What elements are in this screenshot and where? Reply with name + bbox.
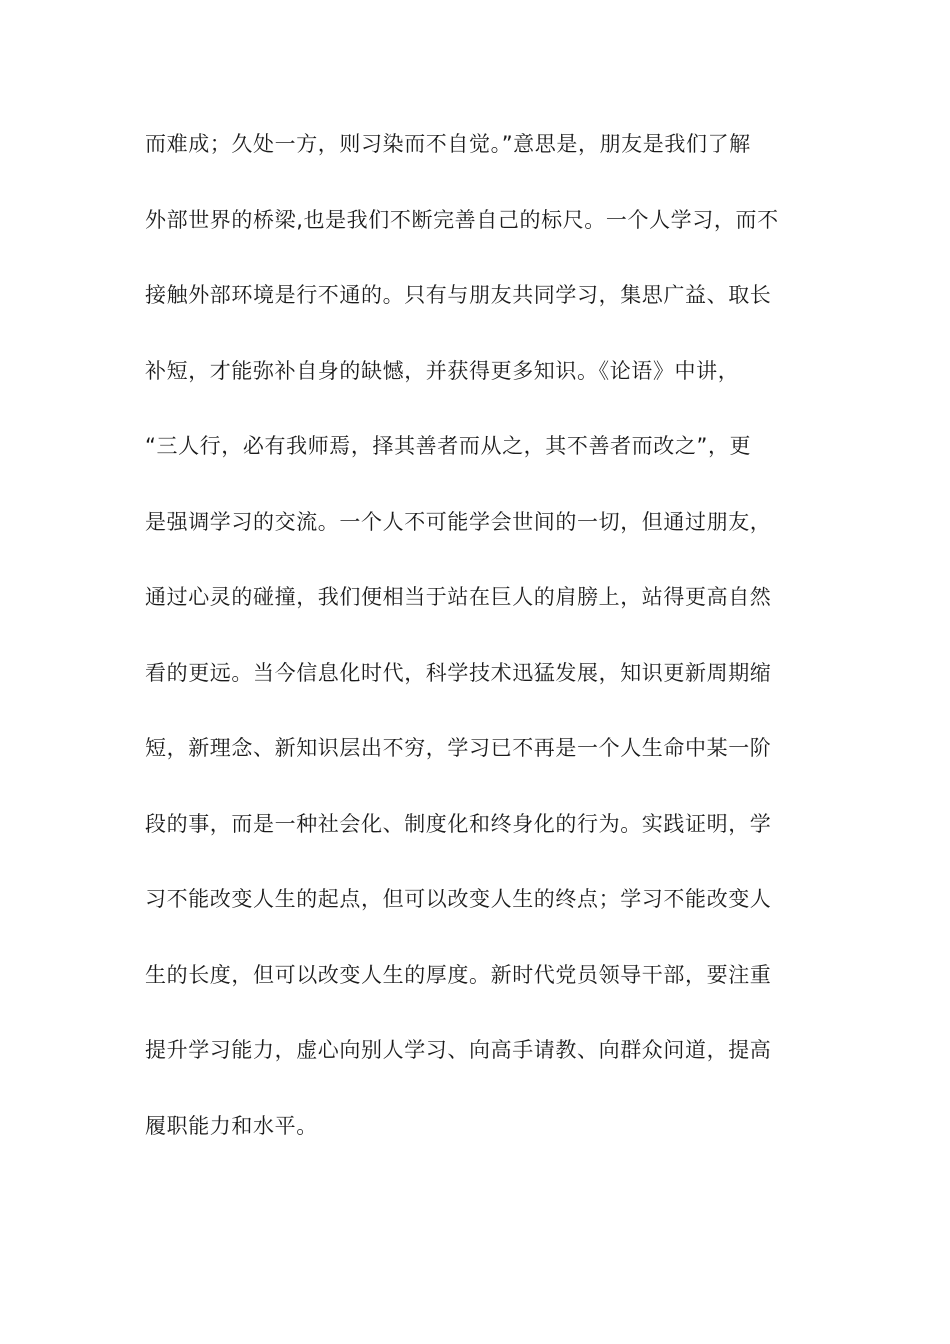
text-line-4: 补短，才能弥补自身的缺憾，并获得更多知识。《论语》中讲，: [145, 358, 740, 383]
text-line-3: 接触外部环境是行不通的。只有与朋友共同学习，集思广益、取长: [145, 283, 772, 307]
text-line-7: 通过心灵的碰撞，我们便相当于站在巨人的肩膀上，站得更高自然: [145, 585, 772, 609]
text-line-11: 习不能改变人生的起点，但可以改变人生的终点；学习不能改变人: [145, 887, 772, 911]
text-line-9: 短，新理念、新知识层出不穷，学习已不再是一个人生命中某一阶: [145, 736, 772, 760]
text-line-10: 段的事，而是一种社会化、制度化和终身化的行为。实践证明，学: [145, 811, 772, 836]
text-line-2: 外部世界的桥梁,也是我们不断完善自己的标尺。一个人学习，而不: [145, 207, 779, 232]
text-line-14: 履职能力和水平。: [145, 1113, 318, 1138]
text-line-6: 是强调学习的交流。一个人不可能学会世间的一切，但通过朋友，: [145, 509, 772, 534]
text-line-8: 看的更远。当今信息化时代，科学技术迅猛发展，知识更新周期缩: [145, 660, 772, 685]
body-paragraph: [145, 126, 815, 1183]
text-line-5: “三人行，必有我师焉，择其善者而从之，其不善者而改之”，更: [145, 434, 752, 458]
text-line-1: 而难成；久处一方，则习染而不自觉。”意思是，朋友是我们了解: [145, 132, 751, 156]
text-line-13: 提升学习能力，虚心向别人学习、向高手请教、向群众问道，提高: [145, 1038, 772, 1062]
text-line-12: 生的长度，但可以改变人生的厚度。新时代党员领导干部，要注重: [145, 962, 772, 987]
